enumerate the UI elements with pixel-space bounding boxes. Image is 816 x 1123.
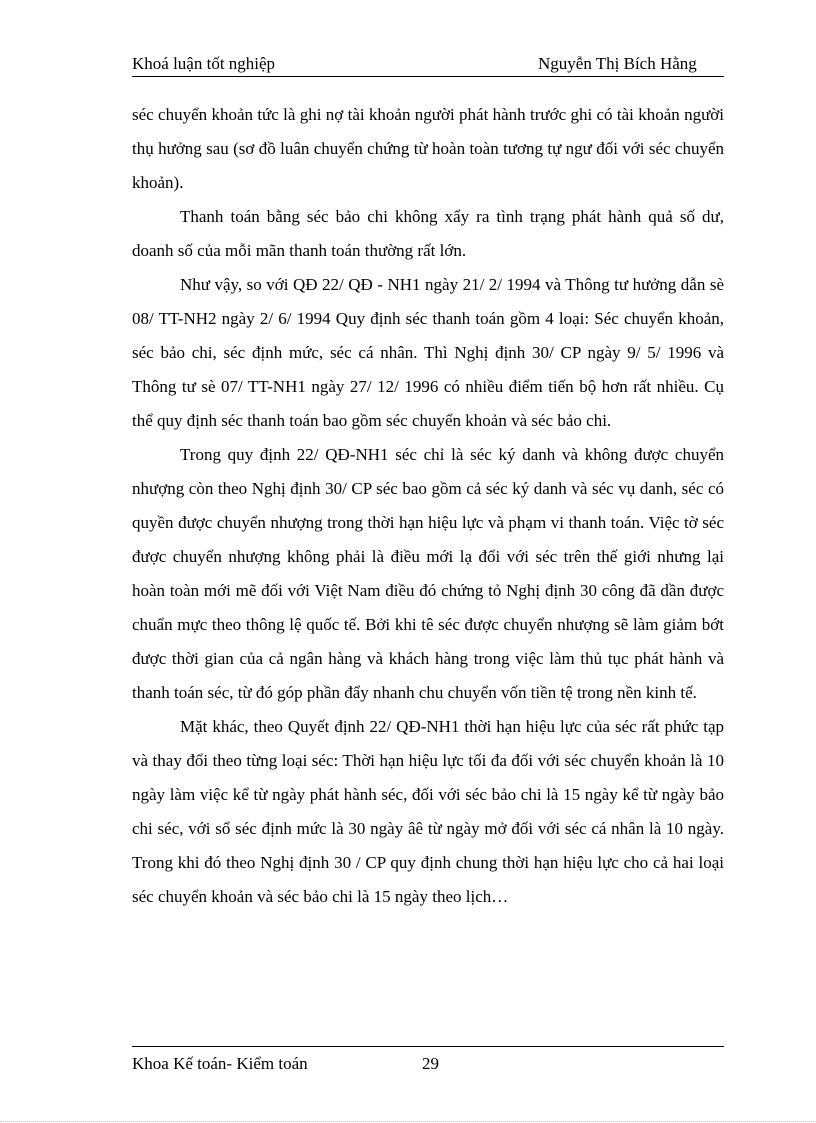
footer-department: Khoa Kế toán- Kiểm toán <box>132 1054 308 1073</box>
paragraph: séc chuyển khoản tức là ghi nợ tài khoản người phát hành trước ghi có tài khoản người thụ hưởng sau (sơ đồ luân chuyển chứng từ hoàn toàn tương tự ngư đối với séc chuyển khoản). <box>132 105 724 192</box>
paragraph: Như vậy, so với QĐ 22/ QĐ - NH1 ngày 21/ 2/ 1994 và Thông tư hưởng dẫn sè 08/ TT-NH2 ngày 2/ 6/ 1994 Quy định séc thanh toán gồm 4 loại: Séc chuyển khoản, séc bảo chi, séc định mức, séc cá nhân. Thì Nghị định 30/ CP ngày 9/ 5/ 1996 và Thông tư sè 07/ TT-NH1 ngày 27/ 12/ 1996 có nhiều điểm tiến bộ hơn rất nhiều. Cụ thể quy định séc thanh toán bao gồm séc chuyển khoản và séc bảo chi. <box>132 275 724 430</box>
header-thesis-title: Khoá luận tốt nghiệp <box>132 54 276 73</box>
paragraph: Mặt khác, theo Quyết định 22/ QĐ-NH1 thời hạn hiệu lực của séc rất phức tạp và thay đổi theo từng loại séc: Thời hạn hiệu lực tối đa đối với séc chuyển khoản là 10 ngày làm việc kể từ ngày phát hành séc, đối với séc bảo chi là 15 ngày kể từ ngày bảo chi séc, với sổ séc định mức là 30 ngày âê từ ngày mở đối với séc cá nhân là 10 ngày. Trong khi đó theo Nghị định 30 / CP quy định chung thời hạn hiệu lực cho cả hai loại séc chuyển khoản và séc bảo chi là 15 ngày theo lịch… <box>132 717 724 906</box>
page-bottom-divider <box>0 1121 816 1122</box>
document-body <box>132 98 724 914</box>
page-header <box>132 52 724 77</box>
page-number: 29 <box>422 1054 439 1073</box>
paragraph: Trong quy định 22/ QĐ-NH1 séc chỉ là séc ký danh và không được chuyển nhượng còn theo Nghị định 30/ CP séc bao gồm cả séc ký danh và séc vụ danh, séc có quyền được chuyển nhượng trong thời hạn hiệu lực và phạm vi thanh toán. Việc tờ séc được chuyển nhượng không phải là điều mới lạ đối với séc trên thế giới nhưng lại hoàn toàn mới mẽ đối với Việt Nam điều đó chứng tỏ Nghị định 30 công đã dần được chuẩn mực theo thông lệ quốc tế. Bởi khi tê séc được chuyển nhượng sẽ làm giảm bớt được thời gian của cả ngân hàng và khách hàng trong việc làm thủ tục phát hành và thanh toán séc, từ đó góp phần đẩy nhanh chu chuyển vốn tiền tệ trong nền kinh tế. <box>132 445 724 702</box>
page-footer <box>132 1046 724 1077</box>
paragraph: Thanh toán bằng séc bảo chi không xẩy ra tình trạng phát hành quả số dư, doanh số của mỗi mãn thanh toán thường rất lớn. <box>132 207 724 260</box>
header-author-name: Nguyễn Thị Bích Hằng <box>538 54 697 73</box>
